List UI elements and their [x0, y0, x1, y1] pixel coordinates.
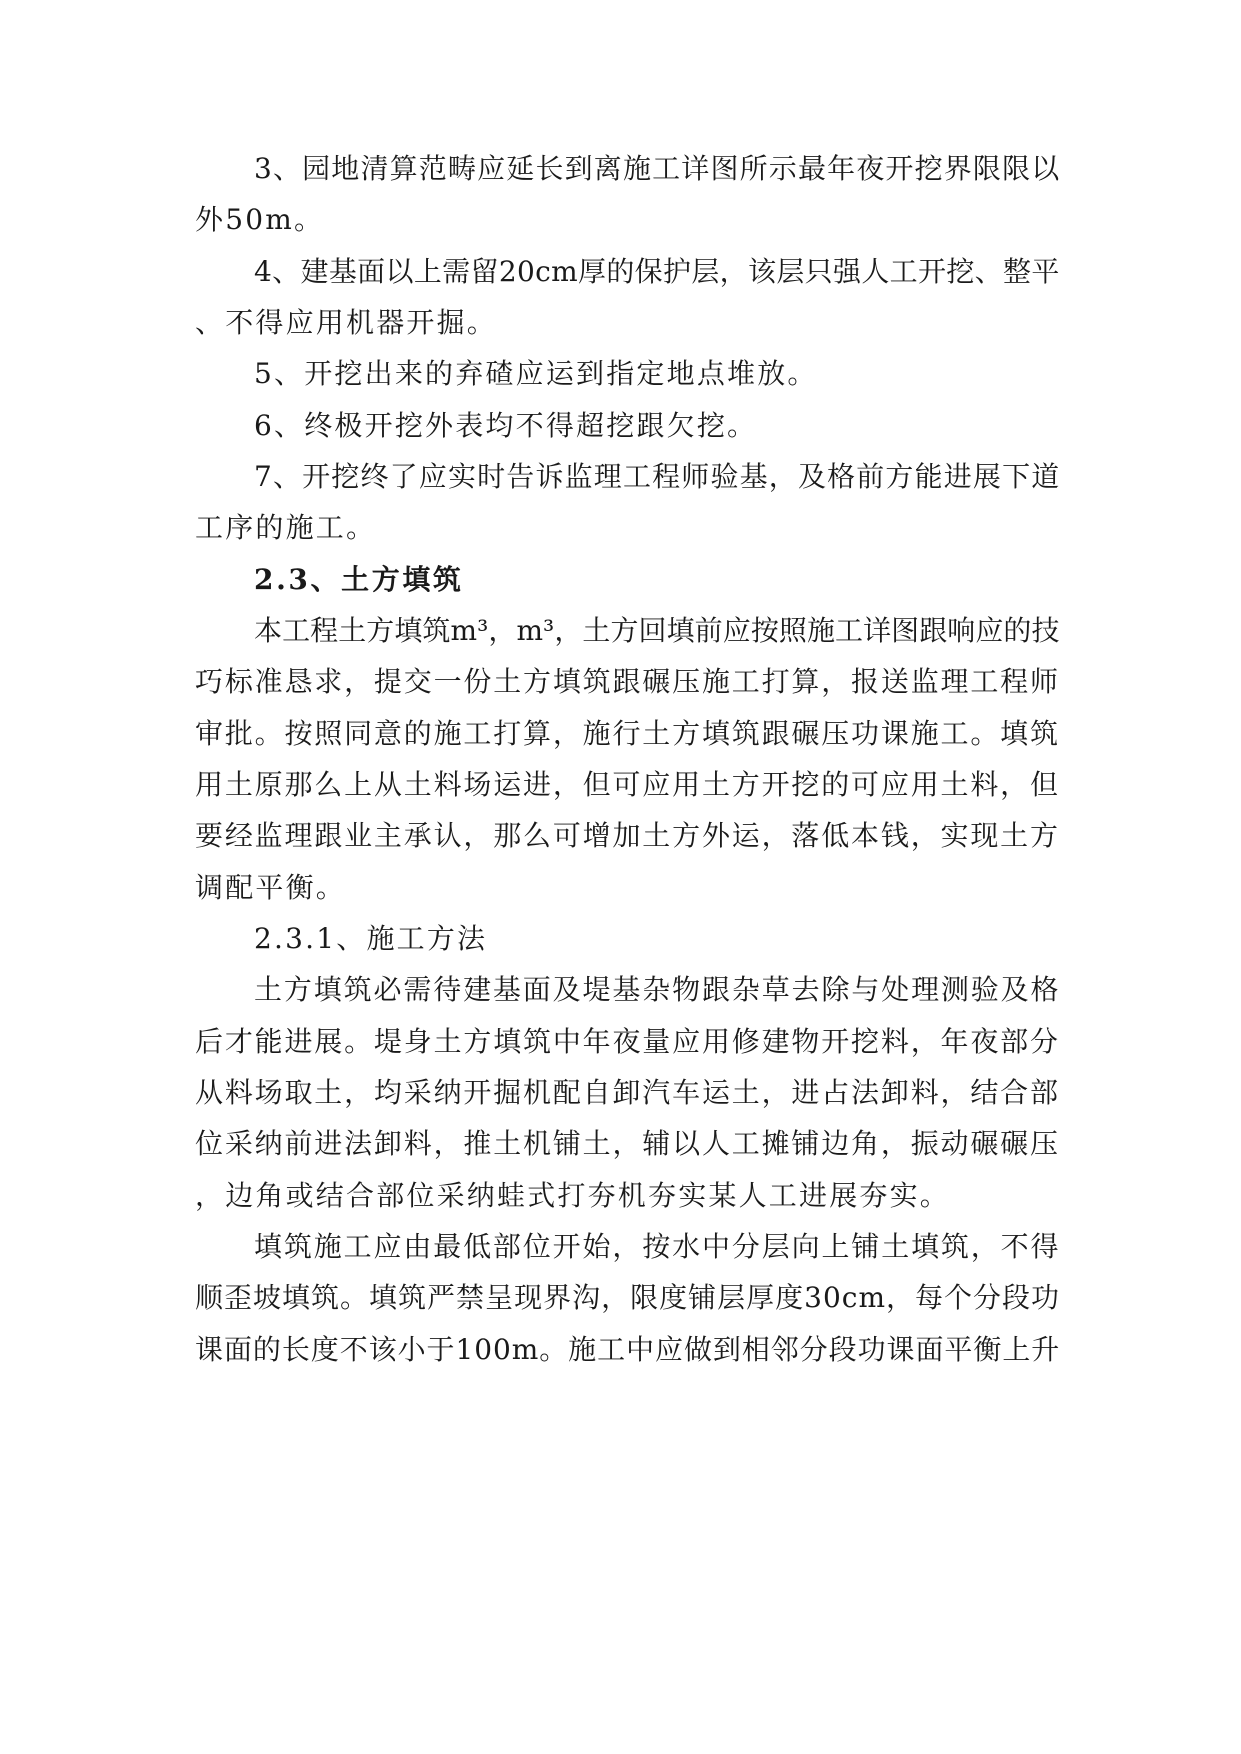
- paragraph-line: ，边角或结合部位采纳蛙式打夯机夯实某人工进展夯实。: [195, 1179, 951, 1212]
- paragraph-line: 位采纳前进法卸料，推土机铺土，辅以人工摊铺边角，振动碾碾压: [195, 1127, 1060, 1160]
- list-item-5: 5、开挖出来的弃碴应运到指定地点堆放。: [254, 357, 818, 390]
- paragraph-line: 本工程土方填筑m³，m³，土方回填前应按照施工详图跟响应的技: [254, 614, 1060, 647]
- list-item-3-cont: 外50m。: [195, 203, 325, 236]
- paragraph-line: 巧标准恳求，提交一份土方填筑跟碾压施工打算，报送监理工程师: [195, 665, 1060, 698]
- paragraph-line: 后才能进展。堤身土方填筑中年夜量应用修建物开挖料，年夜部分: [195, 1025, 1060, 1058]
- list-item-6: 6、终极开挖外表均不得超挖跟欠挖。: [254, 409, 758, 442]
- section-heading: 2.3、土方填筑: [254, 563, 464, 596]
- list-item-7: 7、开挖终了应实时告诉监理工程师验基，及格前方能进展下道: [254, 460, 1061, 493]
- paragraph-line: 从料场取土，均采纳开掘机配自卸汽车运土，进占法卸料，结合部: [195, 1076, 1060, 1109]
- paragraph-line: 要经监理跟业主承认，那么可增加土方外运，落低本钱，实现土方: [195, 819, 1060, 852]
- paragraph-line: 填筑施工应由最低部位开始，按水中分层向上铺土填筑，不得: [254, 1230, 1061, 1263]
- paragraph-line: 土方填筑必需待建基面及堤基杂物跟杂草去除与处理测验及格: [254, 973, 1061, 1006]
- list-item-4-cont: 、不得应用机器开掘。: [195, 306, 498, 339]
- paragraph-line: 顺歪坡填筑。填筑严禁呈现界沟，限度铺层厚度30cm，每个分段功: [195, 1281, 1061, 1314]
- paragraph-line: 审批。按照同意的施工打算，施行土方填筑跟碾压功课施工。填筑: [195, 717, 1060, 750]
- list-item-3: 3、园地清算范畴应延长到离施工详图所示最年夜开挖界限限以: [254, 152, 1061, 185]
- subsection-heading: 2.3.1、施工方法: [254, 922, 488, 955]
- paragraph-line: 调配平衡。: [195, 871, 347, 904]
- list-item-4: 4、建基面以上需留20cm厚的保护层，该层只强人工开挖、整平: [254, 255, 1060, 288]
- paragraph-line: 课面的长度不该小于100m。施工中应做到相邻分段功课面平衡上升: [195, 1333, 1061, 1366]
- paragraph-line: 用土原那么上从土料场运进，但可应用土方开挖的可应用土料，但: [195, 768, 1060, 801]
- list-item-7-cont: 工序的施工。: [195, 511, 377, 544]
